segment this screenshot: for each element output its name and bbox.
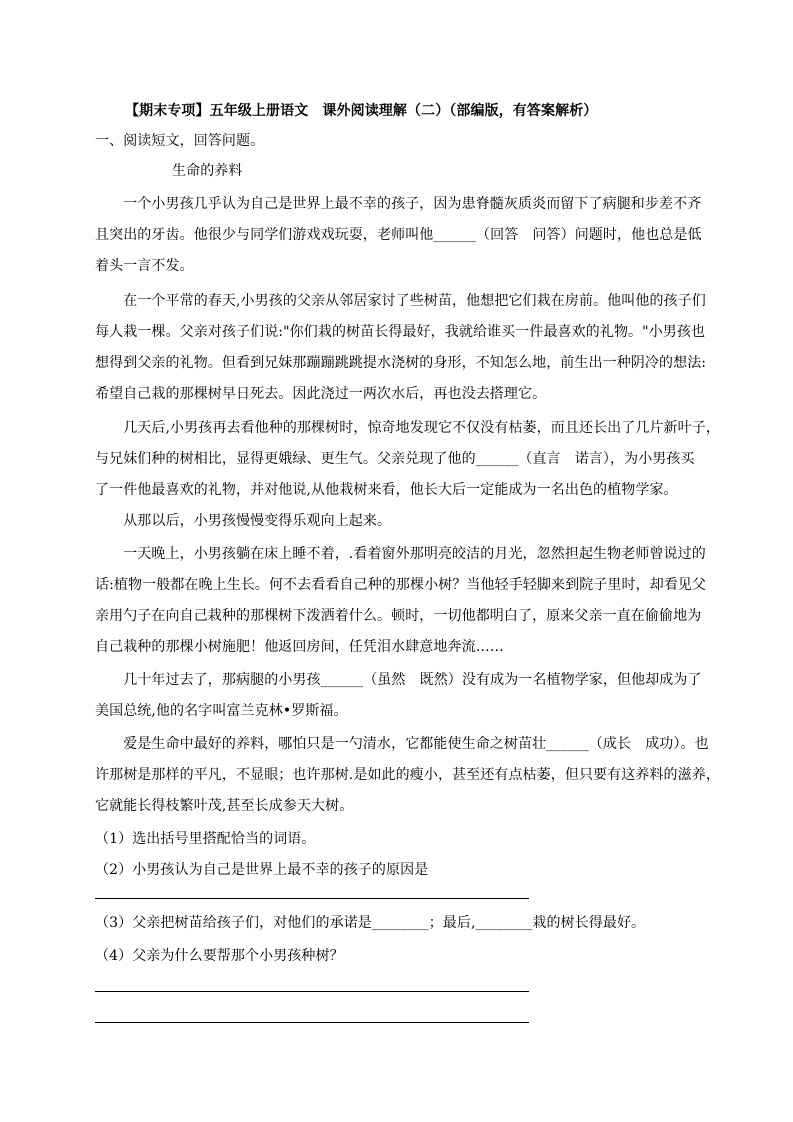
answer-line-4b[interactable] [95, 1022, 529, 1023]
question-1: （1）选出括号里搭配恰当的词语。 [95, 831, 316, 847]
question-3: （3）父亲把树苗给孩子们，对他们的承诺是________；最后,________栽的树长得最好。 [95, 915, 646, 931]
answer-line-4a[interactable] [95, 991, 529, 992]
passage-line: 亲用勺子在向自己栽种的那棵树下泼洒着什么。顿时，一切他都明白了，原来父亲一直在偷偷地为 [95, 608, 702, 624]
document-title: 【期末专项】五年级上册语文 课外阅读理解（二）（部编版，有答案解析） [125, 103, 598, 119]
passage-line: 从那以后，小男孩慢慢变得乐观向上起来。 [95, 513, 392, 529]
answer-line-2[interactable] [95, 898, 529, 899]
passage-line: 在一个平常的春天,小男孩的父亲从邻居家讨了些树苗，他想把它们栽在房前。他叫他的孩子们 [95, 293, 706, 309]
passage-line: 一天晚上，小男孩躺在床上睡不着，.看着窗外那明亮皎洁的月光，忽然担起生物老师曾说过的 [95, 546, 706, 562]
passage-line: 话:植物一般都在晚上生长。何不去看看自己种的那棵小树？当他轻手轻脚来到院子里时，却看见父 [95, 577, 707, 593]
passage-line: 爱是生命中最好的养料，哪怕只是一勺清水，它都能使生命之树苗壮______（成长 成功）。也 [95, 736, 709, 752]
passage-line: 且突出的牙齿。他很少与同学们游戏戏玩耍，老师叫他______（回答 问答）问题时，他也总是低 [95, 227, 702, 243]
question-2: （2）小男孩认为自己是世界上最不幸的孩子的原因是 [95, 862, 429, 878]
passage-line: 自己栽种的那棵小树施肥！他返回房间，任凭泪水肆意地奔流…… [95, 639, 504, 655]
passage-line: 想得到父亲的礼物。但看到兄妹那蹦蹦跳跳提水浇树的身形，不知怎么地，前生出一种阴冷的想法: [95, 355, 707, 371]
passage-line: 每人栽一棵。父亲对孩子们说:"你们栽的树苗长得最好，我就给谁买一件最喜欢的礼物。"小男孩也 [95, 324, 706, 340]
question-4: （4）父亲为什么要帮那个小男孩种树？ [95, 948, 344, 964]
passage-line: 与兄妹们种的树相比，显得更娥绿、更生气。父亲兑现了他的______（直言 诺言），为小男孩买 [95, 451, 695, 467]
section-heading: 一、阅读短文，回答问题。 [95, 133, 265, 149]
passage-line: 美国总统,他的名字叫富兰克林•罗斯福。 [95, 703, 348, 719]
passage-line: 着头一言不发。 [95, 258, 194, 274]
passage-line: 它就能长得枝繁叶茂,甚至长成参天大树。 [95, 798, 354, 814]
passage-line: 一个小男孩几乎认为自己是世界上最不幸的孩子，因为患脊髓灰质炎而留下了病腿和步差不齐 [95, 196, 702, 212]
passage-line: 希望自己栽的那棵树早日死去。因此浇过一两次水后，再也没去搭理它。 [95, 386, 547, 402]
passage-line: 许那树是那样的平凡，不显眼；也许那树.是如此的瘦小，甚至还有点枯萎，但只要有这养料的滋养， [95, 767, 720, 783]
passage-line: 几十年过去了，那病腿的小男孩______（虽然 既然）没有成为一名植物学家，但他却成为了 [95, 672, 702, 688]
passage-line: 几天后,小男孩再去看他种的那棵树时，惊奇地发现它不仅没有枯萎，而且还长出了几片新叶子， [95, 420, 720, 436]
passage-title: 生命的养料 [172, 163, 243, 179]
passage-line: 了一件他最喜欢的礼物，并对他说,从他栽树来看，他长大后一定能成为一名出色的植物学家。 [95, 482, 678, 498]
